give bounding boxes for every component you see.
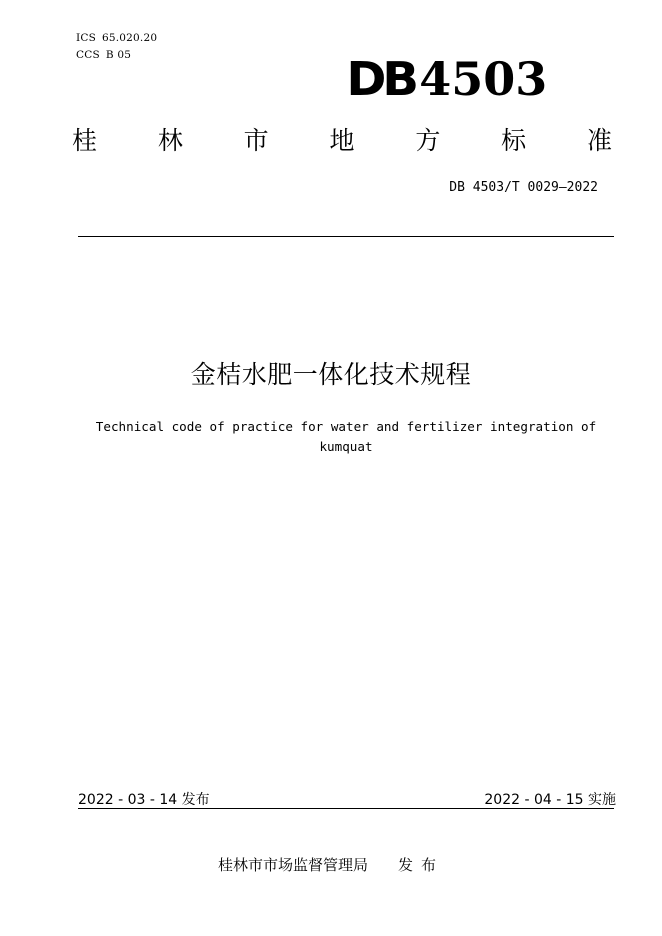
- standard-type-char: 地: [329, 126, 355, 155]
- implementation-date: 2022 - 04 - 15 实施: [484, 792, 616, 808]
- header-divider: [78, 236, 614, 237]
- ics-code: 65.020.20: [101, 32, 158, 44]
- issuing-authority: [0, 854, 662, 875]
- footer-divider: [78, 808, 614, 809]
- document-title-chinese: 金桔水肥一体化技术规程: [190, 360, 472, 389]
- db-standard-mark: [346, 52, 548, 106]
- standard-type-heading: [72, 128, 612, 153]
- db-prefix: DB: [346, 52, 415, 106]
- db-number: 4503: [419, 52, 548, 106]
- ccs-label: CCS: [76, 49, 100, 61]
- issuer-organization: 桂林市市场监督管理局: [217, 856, 368, 874]
- ics-label: ICS: [76, 32, 96, 44]
- issue-date: 2022 - 03 - 14 发布: [78, 792, 210, 808]
- document-title-english: Technical code of practice for water and fertilizer integration of kumquat: [95, 419, 597, 454]
- ccs-code: B 05: [105, 49, 132, 61]
- ics-classification: [76, 32, 157, 44]
- standard-type-char: 市: [243, 126, 269, 155]
- issuer-verb: 发布: [398, 856, 445, 874]
- standard-type-char: 方: [415, 126, 441, 155]
- ccs-classification: [76, 49, 131, 61]
- standard-type-char: 林: [157, 126, 183, 155]
- standard-type-char: 标: [501, 126, 527, 155]
- standard-type-char: 准: [586, 126, 612, 155]
- standard-type-char: 桂: [72, 126, 98, 155]
- standard-number: DB 4503/T 0029—2022: [449, 180, 598, 195]
